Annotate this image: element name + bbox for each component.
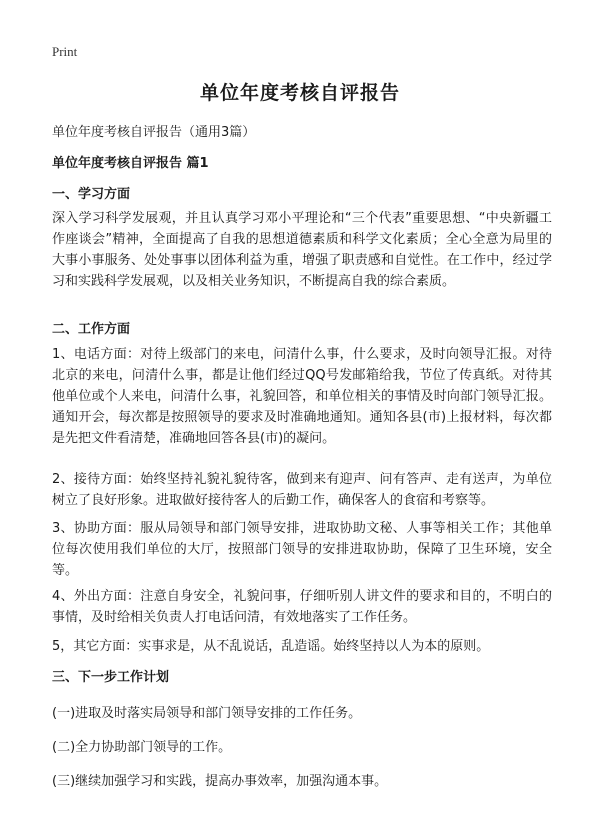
work-item-reception: 2、接待方面：始终坚持礼貌礼貌待客，做到来有迎声、问有答声、走有送声，为单位树立了良好形象。进取做好接待客人的后勤工作，确保客人的食宿和考察等。 [52, 472, 552, 508]
section-heading-work: 二、工作方面 [52, 322, 131, 337]
plan-item-1: (一)进取及时落实局领导和部门领导安排的工作任务。 [52, 706, 362, 721]
plan-item-2: (二)全力协助部门领导的工作。 [52, 740, 232, 755]
plan-item-3: (三)继续加强学习和实践，提高办事效率，加强沟通本事。 [52, 774, 388, 789]
work-item-assist: 3、协助方面：服从局领导和部门领导安排，进取协助文秘、人事等相关工作；其他单位每次使用我们单位的大厅，按照部门领导的安排进取协助，保障了卫生环境，安全等。 [52, 521, 552, 578]
work-item-outing: 4、外出方面：注意自身安全，礼貌问事，仔细听别人讲文件的要求和目的，不明白的事情，及时给相关负责人打电话问清，有效地落实了工作任务。 [52, 589, 552, 625]
print-link[interactable]: Print [52, 44, 78, 59]
work-item-phone: 1、电话方面：对待上级部门的来电，问清什么事，什么要求，及时向领导汇报。对待北京的来电，问清什么事，都是让他们经过QQ号发邮箱给我，节位了传真纸。对待其他单位或个人来电，问清什么事，礼貌回答，和单位相关的事情及时向部门领导汇报。通知开会，每次都是按照领导的要求及时准确地通知。通知各县(市)上报材料，每次都是先把文件看清楚，准确地回答各县(市)的凝问。 [52, 347, 552, 446]
document-title: 单位年度考核自评报告 [199, 82, 400, 104]
study-paragraph: 深入学习科学发展观，并且认真学习邓小平理论和“三个代表”重要思想、“中央新疆工作座谈会”精神，全面提高了自我的思想道德素质和科学文化素质；全心全意为局里的大事小事服务、处处事事以团体利益为重，增强了职责感和自觉性。在工作中，经过学习和实践科学发展观，以及相关业务知识，不断提高自我的综合素质。 [52, 211, 552, 289]
document-subtitle: 单位年度考核自评报告（通用3篇） [52, 125, 256, 140]
section-heading-study: 一、学习方面 [52, 187, 131, 202]
section-heading-plan: 三、下一步工作计划 [52, 670, 170, 685]
work-item-other: 5，其它方面：实事求是，从不乱说话，乱造谣。始终坚持以人为本的原则。 [52, 639, 490, 654]
part-title: 单位年度考核自评报告 篇1 [52, 156, 209, 171]
